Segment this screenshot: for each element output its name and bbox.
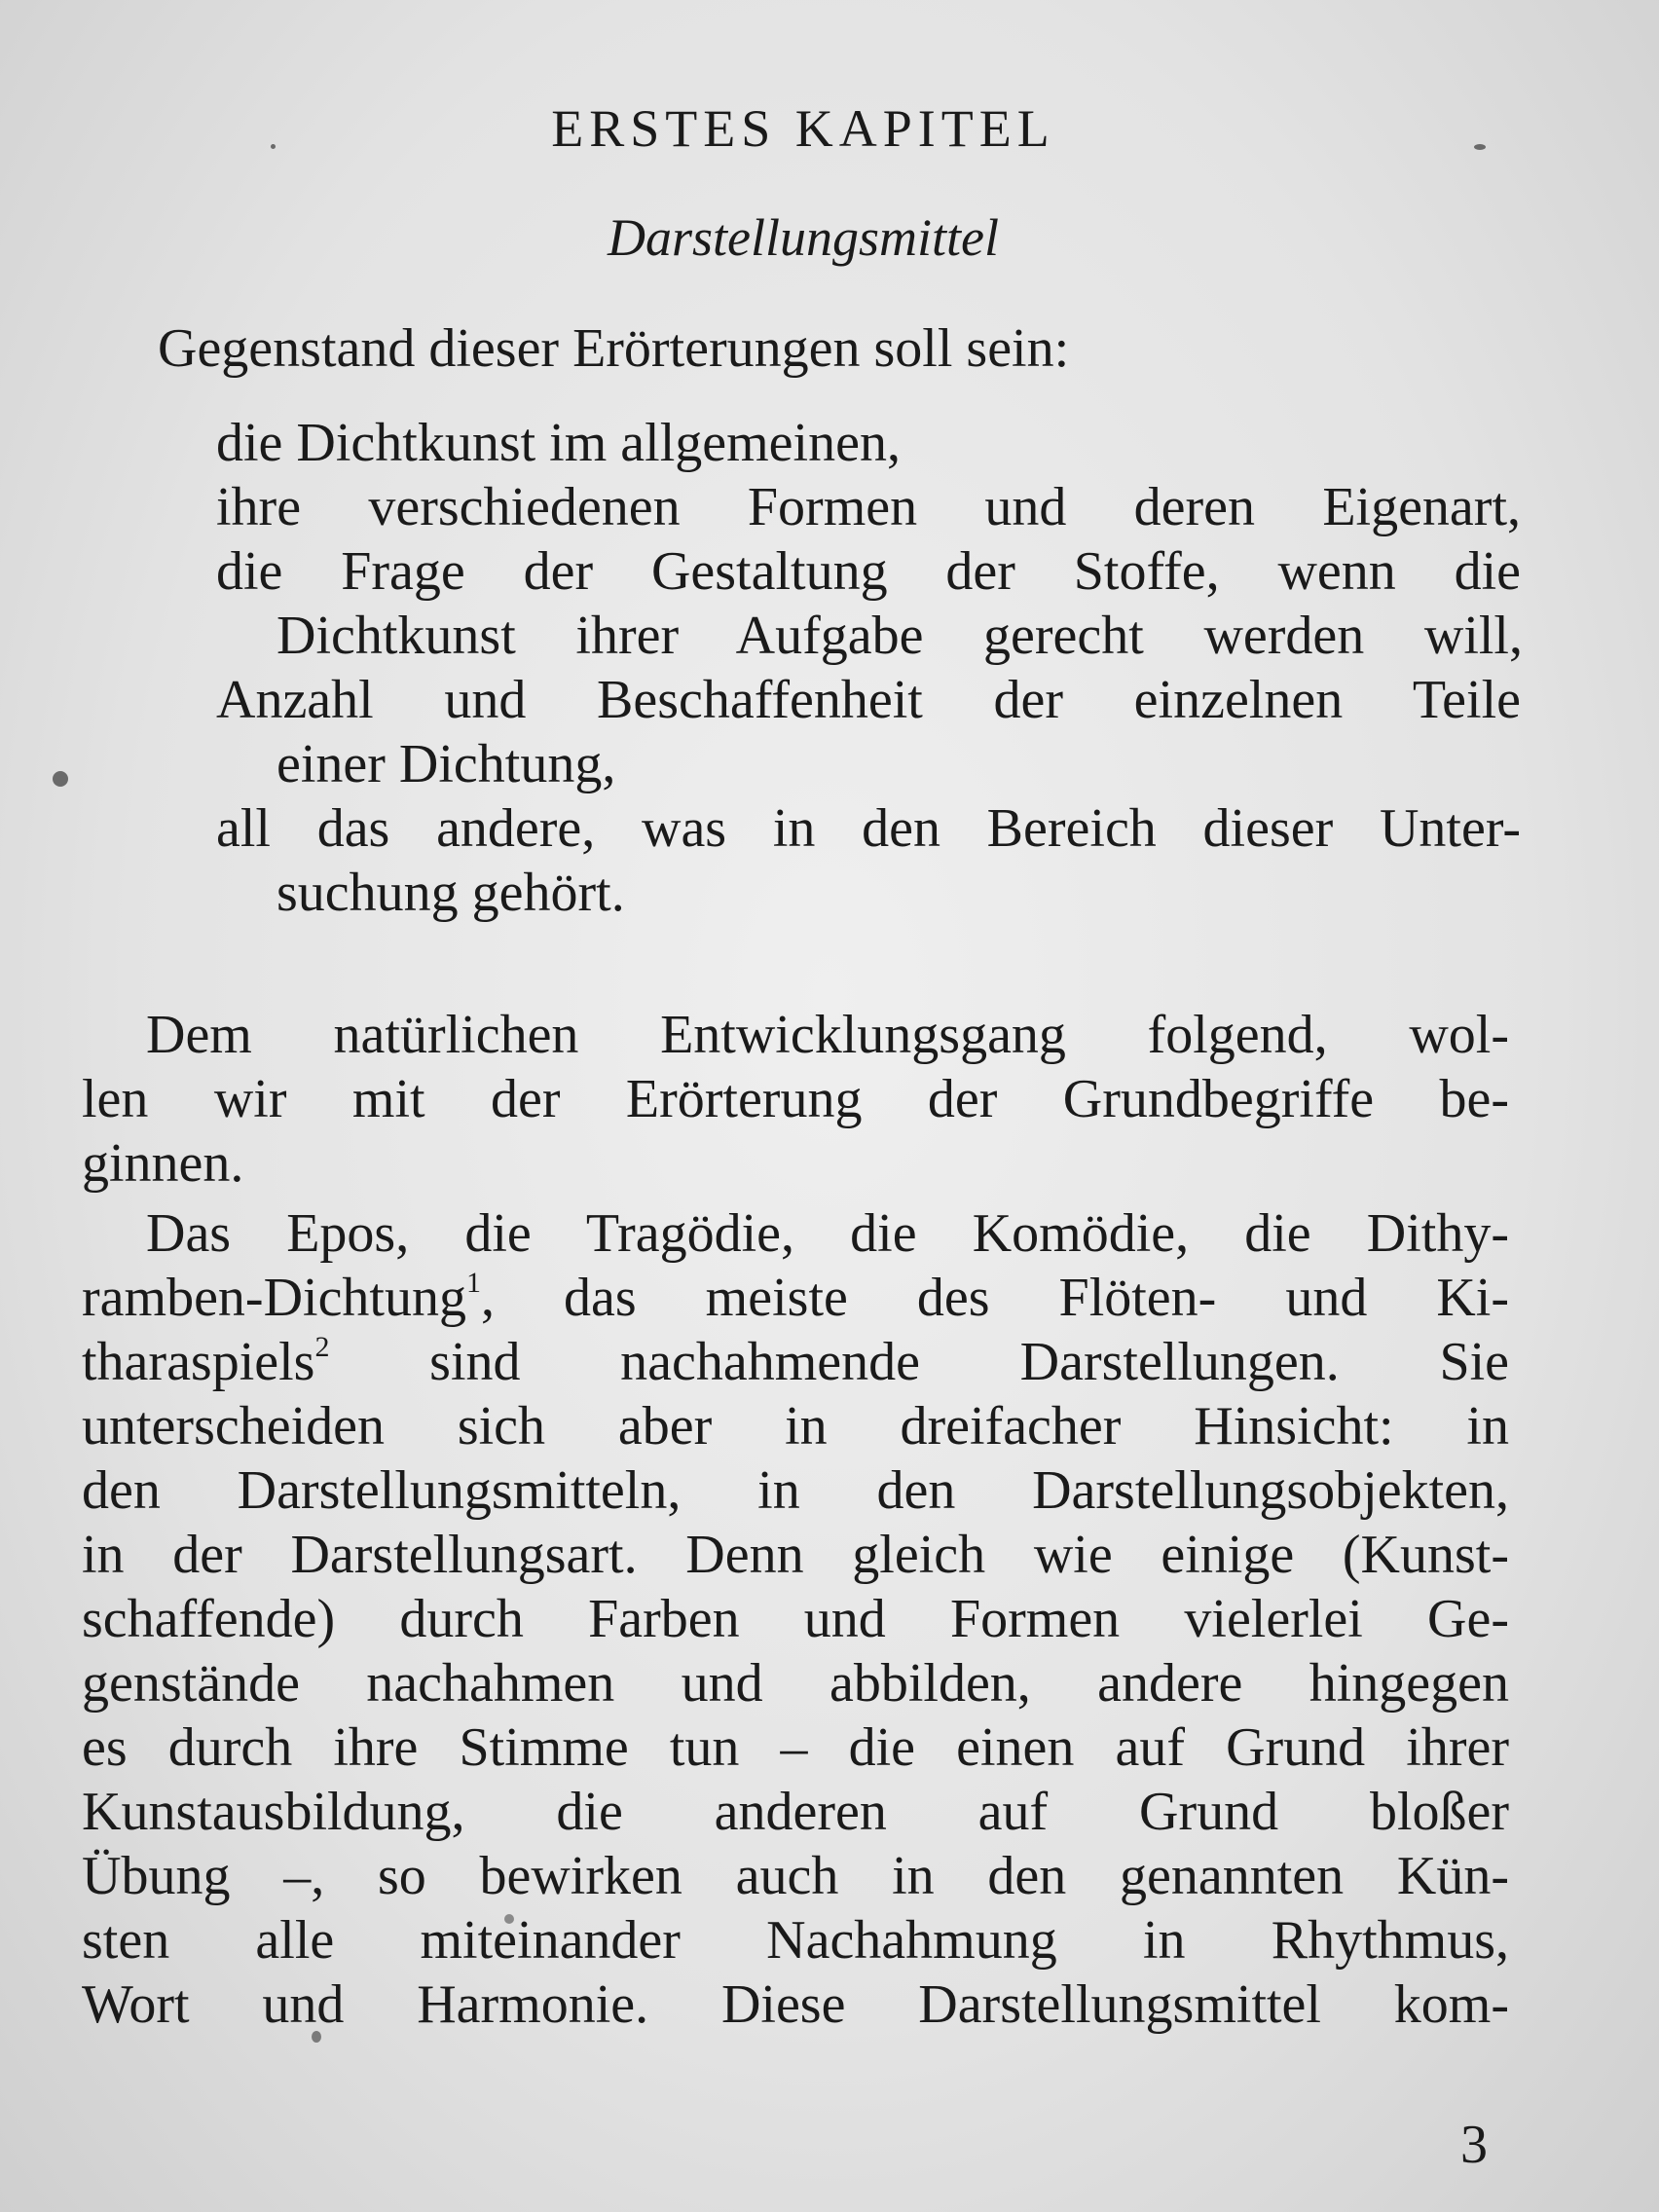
list-line: ihre verschiedenen Formen und deren Eigenart,: [216, 477, 1521, 537]
paragraph-line: Wort und Harmonie. Diese Darstellungsmittel kom-: [82, 1974, 1509, 2035]
line-text: ramben-Dichtung: [82, 1268, 466, 1328]
list-line: die Dichtkunst im allgemeinen,: [216, 413, 901, 473]
footnote-marker: 1: [465, 1267, 481, 1299]
paragraph-line: sten alle miteinander Nachahmung in Rhythmus,: [82, 1910, 1509, 1971]
list-line: suchung gehört.: [276, 863, 625, 923]
list-line: Anzahl und Beschaffenheit der einzelnen Teile: [216, 670, 1521, 730]
paragraph-line: [82, 1266, 1509, 1330]
chapter-heading: ERSTES KAPITEL: [551, 99, 1055, 158]
paragraph-line: [82, 1330, 1509, 1394]
paragraph-line: Übung –, so bewirken auch in den genannten Kün-: [82, 1846, 1509, 1906]
line-text: tharaspiels: [82, 1332, 315, 1392]
footnote-marker: 2: [314, 1331, 330, 1363]
line-text: , das meiste des Flöten- und Ki-: [480, 1268, 1509, 1328]
line-text: sind nachahmende Darstellungen. Sie: [329, 1332, 1509, 1392]
paragraph-line: es durch ihre Stimme tun – die einen auf Grund ihrer: [82, 1717, 1509, 1778]
paragraph-line: ginnen.: [82, 1133, 244, 1194]
paragraph-line: len wir mit der Erörterung der Grundbegriffe be-: [82, 1069, 1509, 1129]
list-line: Dichtkunst ihrer Aufgabe gerecht werden will,: [276, 606, 1523, 666]
paragraph-line: schaffende) durch Farben und Formen vielerlei Ge-: [82, 1589, 1509, 1649]
chapter-subtitle: Darstellungsmittel: [608, 208, 999, 267]
paragraph-line: Das Epos, die Tragödie, die Komödie, die Dithy-: [146, 1203, 1509, 1264]
list-line: die Frage der Gestaltung der Stoffe, wenn die: [216, 541, 1521, 602]
page-number: 3: [1460, 2115, 1488, 2175]
intro-line: Gegenstand dieser Erörterungen soll sein:: [158, 318, 1070, 379]
list-line: einer Dichtung,: [276, 734, 616, 794]
paragraph-line: genstände nachahmen und abbilden, andere hingegen: [82, 1653, 1509, 1714]
paragraph-line: in der Darstellungsart. Denn gleich wie einige (Kunst-: [82, 1525, 1509, 1585]
list-line: all das andere, was in den Bereich dieser Unter-: [216, 798, 1521, 859]
paragraph-line: den Darstellungsmitteln, in den Darstellungsobjekten,: [82, 1460, 1509, 1521]
paragraph-line: unterscheiden sich aber in dreifacher Hinsicht: in: [82, 1396, 1509, 1456]
paragraph-line: Kunstausbildung, die anderen auf Grund bloßer: [82, 1782, 1509, 1842]
print-speck: [53, 771, 68, 787]
paragraph-line: Dem natürlichen Entwicklungsgang folgend, wol-: [146, 1005, 1509, 1065]
